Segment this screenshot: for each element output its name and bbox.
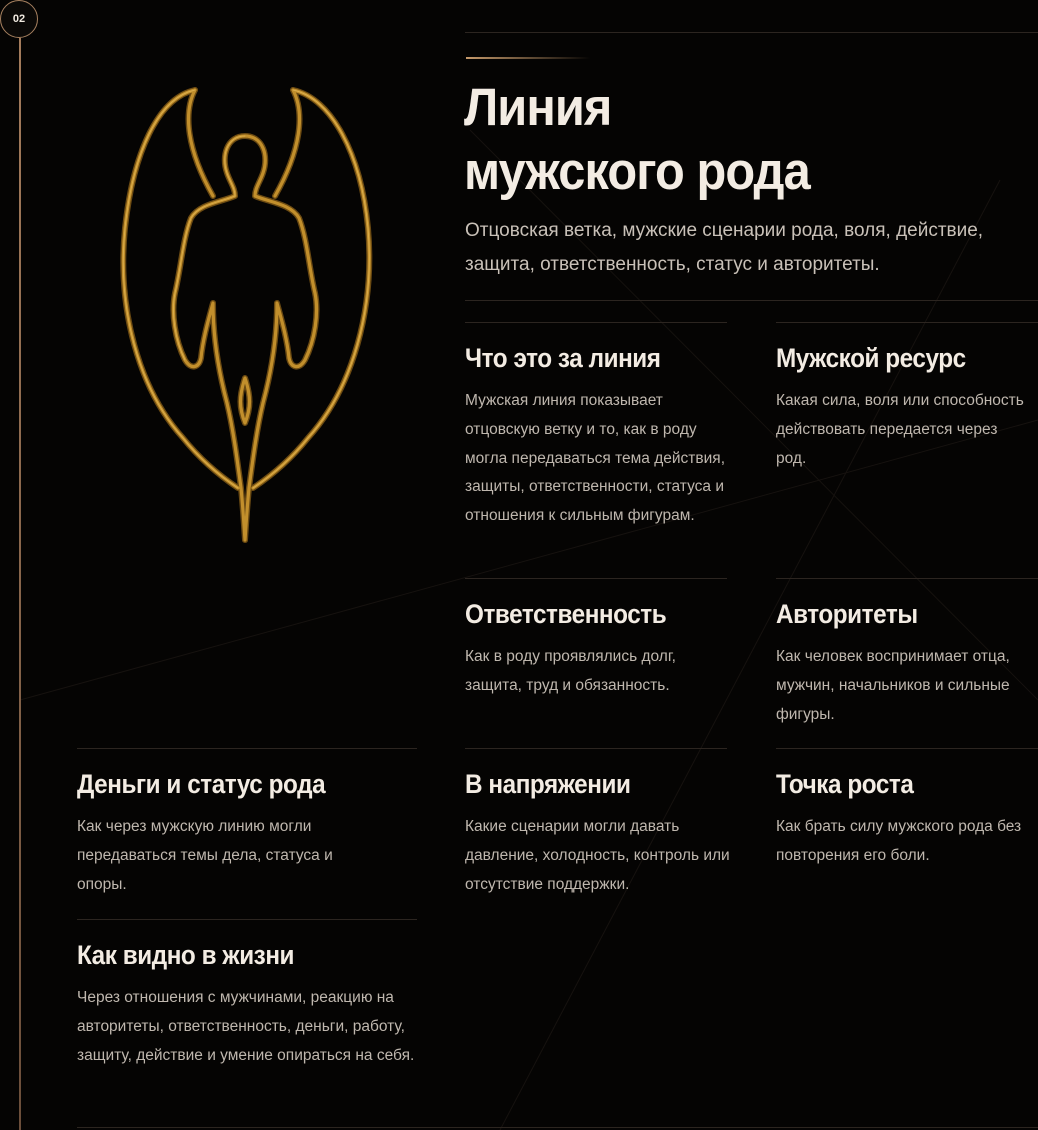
card-title: Деньги и статус рода <box>77 769 326 799</box>
card-text: Через отношения с мужчинами, реакцию на авторитеты, ответственность, деньги, работу, защиту, действие и умение опираться на себя. <box>77 989 415 1064</box>
card-text: Как через мужскую линию могли передаваться темы дела, статуса и опоры. <box>77 818 333 893</box>
winged-male-figure-icon <box>103 78 388 548</box>
subtitle-divider <box>465 300 1038 301</box>
page-title <box>464 76 979 204</box>
card-title: Ответственность <box>465 599 667 629</box>
card-text: Какие сценарии могли давать давление, холодность, контроль или отсутствие поддержки. <box>465 818 730 893</box>
card-in-life <box>77 919 417 1064</box>
card-text: Как в роду проявлялись долг, защита, труд и обязанность. <box>465 648 676 694</box>
card-title: Авторитеты <box>776 599 918 629</box>
card-title: Мужской ресурс <box>776 343 966 373</box>
page-subtitle: Отцовская ветка, мужские сценарии рода, воля, действие, защита, ответственность, статус и авторитеты. <box>465 220 984 275</box>
card-title: Как видно в жизни <box>77 940 295 970</box>
card-title: В напряжении <box>465 769 631 799</box>
card-title: Точка роста <box>776 769 914 799</box>
card-text: Мужская линия показывает отцовскую ветку и то, как в роду могла передаваться тема действия, защиты, ответственности, статуса и отношения к сильным фигурам. <box>465 392 725 525</box>
card-text: Как брать силу мужского рода без повторения его боли. <box>776 818 1022 864</box>
bottom-divider <box>77 1127 1038 1128</box>
title-line-2: мужского рода <box>464 142 810 201</box>
card-text: Какая сила, воля или способность действовать передается через род. <box>776 392 1024 467</box>
card-responsibility <box>465 578 727 694</box>
card-tension <box>465 748 730 893</box>
card-growth-point <box>776 748 1038 864</box>
card-text: Как человек воспринимает отца, мужчин, начальников и сильные фигуры. <box>776 648 1010 723</box>
timeline-line <box>19 38 21 1130</box>
title-line-1: Линия <box>464 78 612 137</box>
card-authorities <box>776 578 1038 723</box>
card-title: Что это за линия <box>465 343 661 373</box>
card-money-status <box>77 748 417 893</box>
card-what-is-line <box>465 322 727 525</box>
card-male-resource <box>776 322 1038 467</box>
section-number-badge: 02 <box>0 0 38 38</box>
accent-line <box>466 57 590 59</box>
top-divider <box>465 32 1038 33</box>
